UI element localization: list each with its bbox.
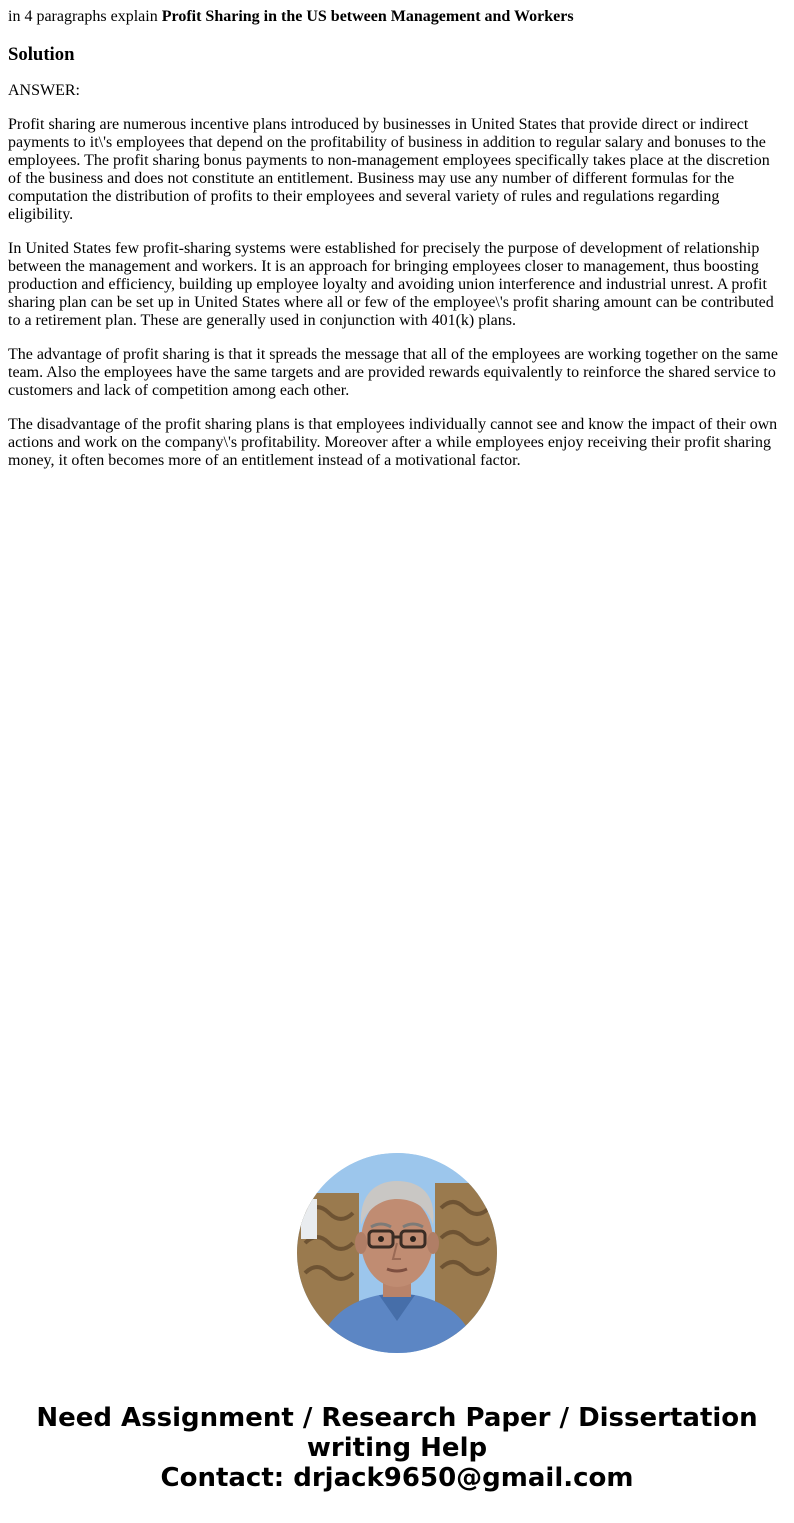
answer-paragraph-3: The advantage of profit sharing is that it spreads the message that all of the employees are working together on the same team. Also the employees have the same targets and are provided rewards equivalently to reinforce the shared service to customers and lack of competition among each other.	[8, 346, 778, 399]
question-text	[8, 8, 786, 26]
author-avatar	[297, 1153, 497, 1353]
question-prefix: in 4 paragraphs explain	[8, 8, 162, 25]
answer-paragraph-4: The disadvantage of the profit sharing plans is that employees individually cannot see and know the impact of their own actions and work on the company\'s profitability. Moreover after a while employees enjoy receiving their profit sharing money, it often becomes more of an entitlement instead of a motivational factor.	[8, 416, 778, 469]
promo-line-2: writing Help	[306, 1433, 488, 1463]
question-topic: Profit Sharing in the US between Management and Workers	[161, 8, 574, 25]
document-content	[0, 0, 794, 470]
answer-paragraph-2: In United States few profit-sharing systems were established for precisely the purpose of development of relationship between the management and workers. It is an approach for bringing employees closer to management, thus boosting production and efficiency, building up employee loyalty and avoiding union interference and industrial unrest. A profit sharing plan can be set up in United States where all or few of the employee\'s profit sharing amount can be contributed to a retirement plan. These are generally used in conjunction with 401(k) plans.	[8, 240, 774, 329]
solution-heading: Solution	[8, 44, 75, 65]
promo-banner	[0, 1403, 794, 1493]
answer-label: ANSWER:	[8, 82, 80, 99]
answer-paragraph-1: Profit sharing are numerous incentive plans introduced by businesses in United States that provide direct or indirect payments to it\'s employees that depend on the profitability of business in addition to regular salary and bonuses to the employees. The profit sharing bonus payments to non-management employees specifically takes place at the discretion of the business and does not constitute an entitlement. Business may use any number of different formulas for the computation the distribution of profits to their employees and several variety of rules and regulations regarding eligibility.	[8, 116, 770, 223]
promo-contact: Contact: drjack9650@gmail.com	[160, 1463, 634, 1493]
promo-line-1: Need Assignment / Research Paper / Dissertation	[36, 1403, 758, 1433]
author-avatar-illustration	[297, 1153, 497, 1353]
